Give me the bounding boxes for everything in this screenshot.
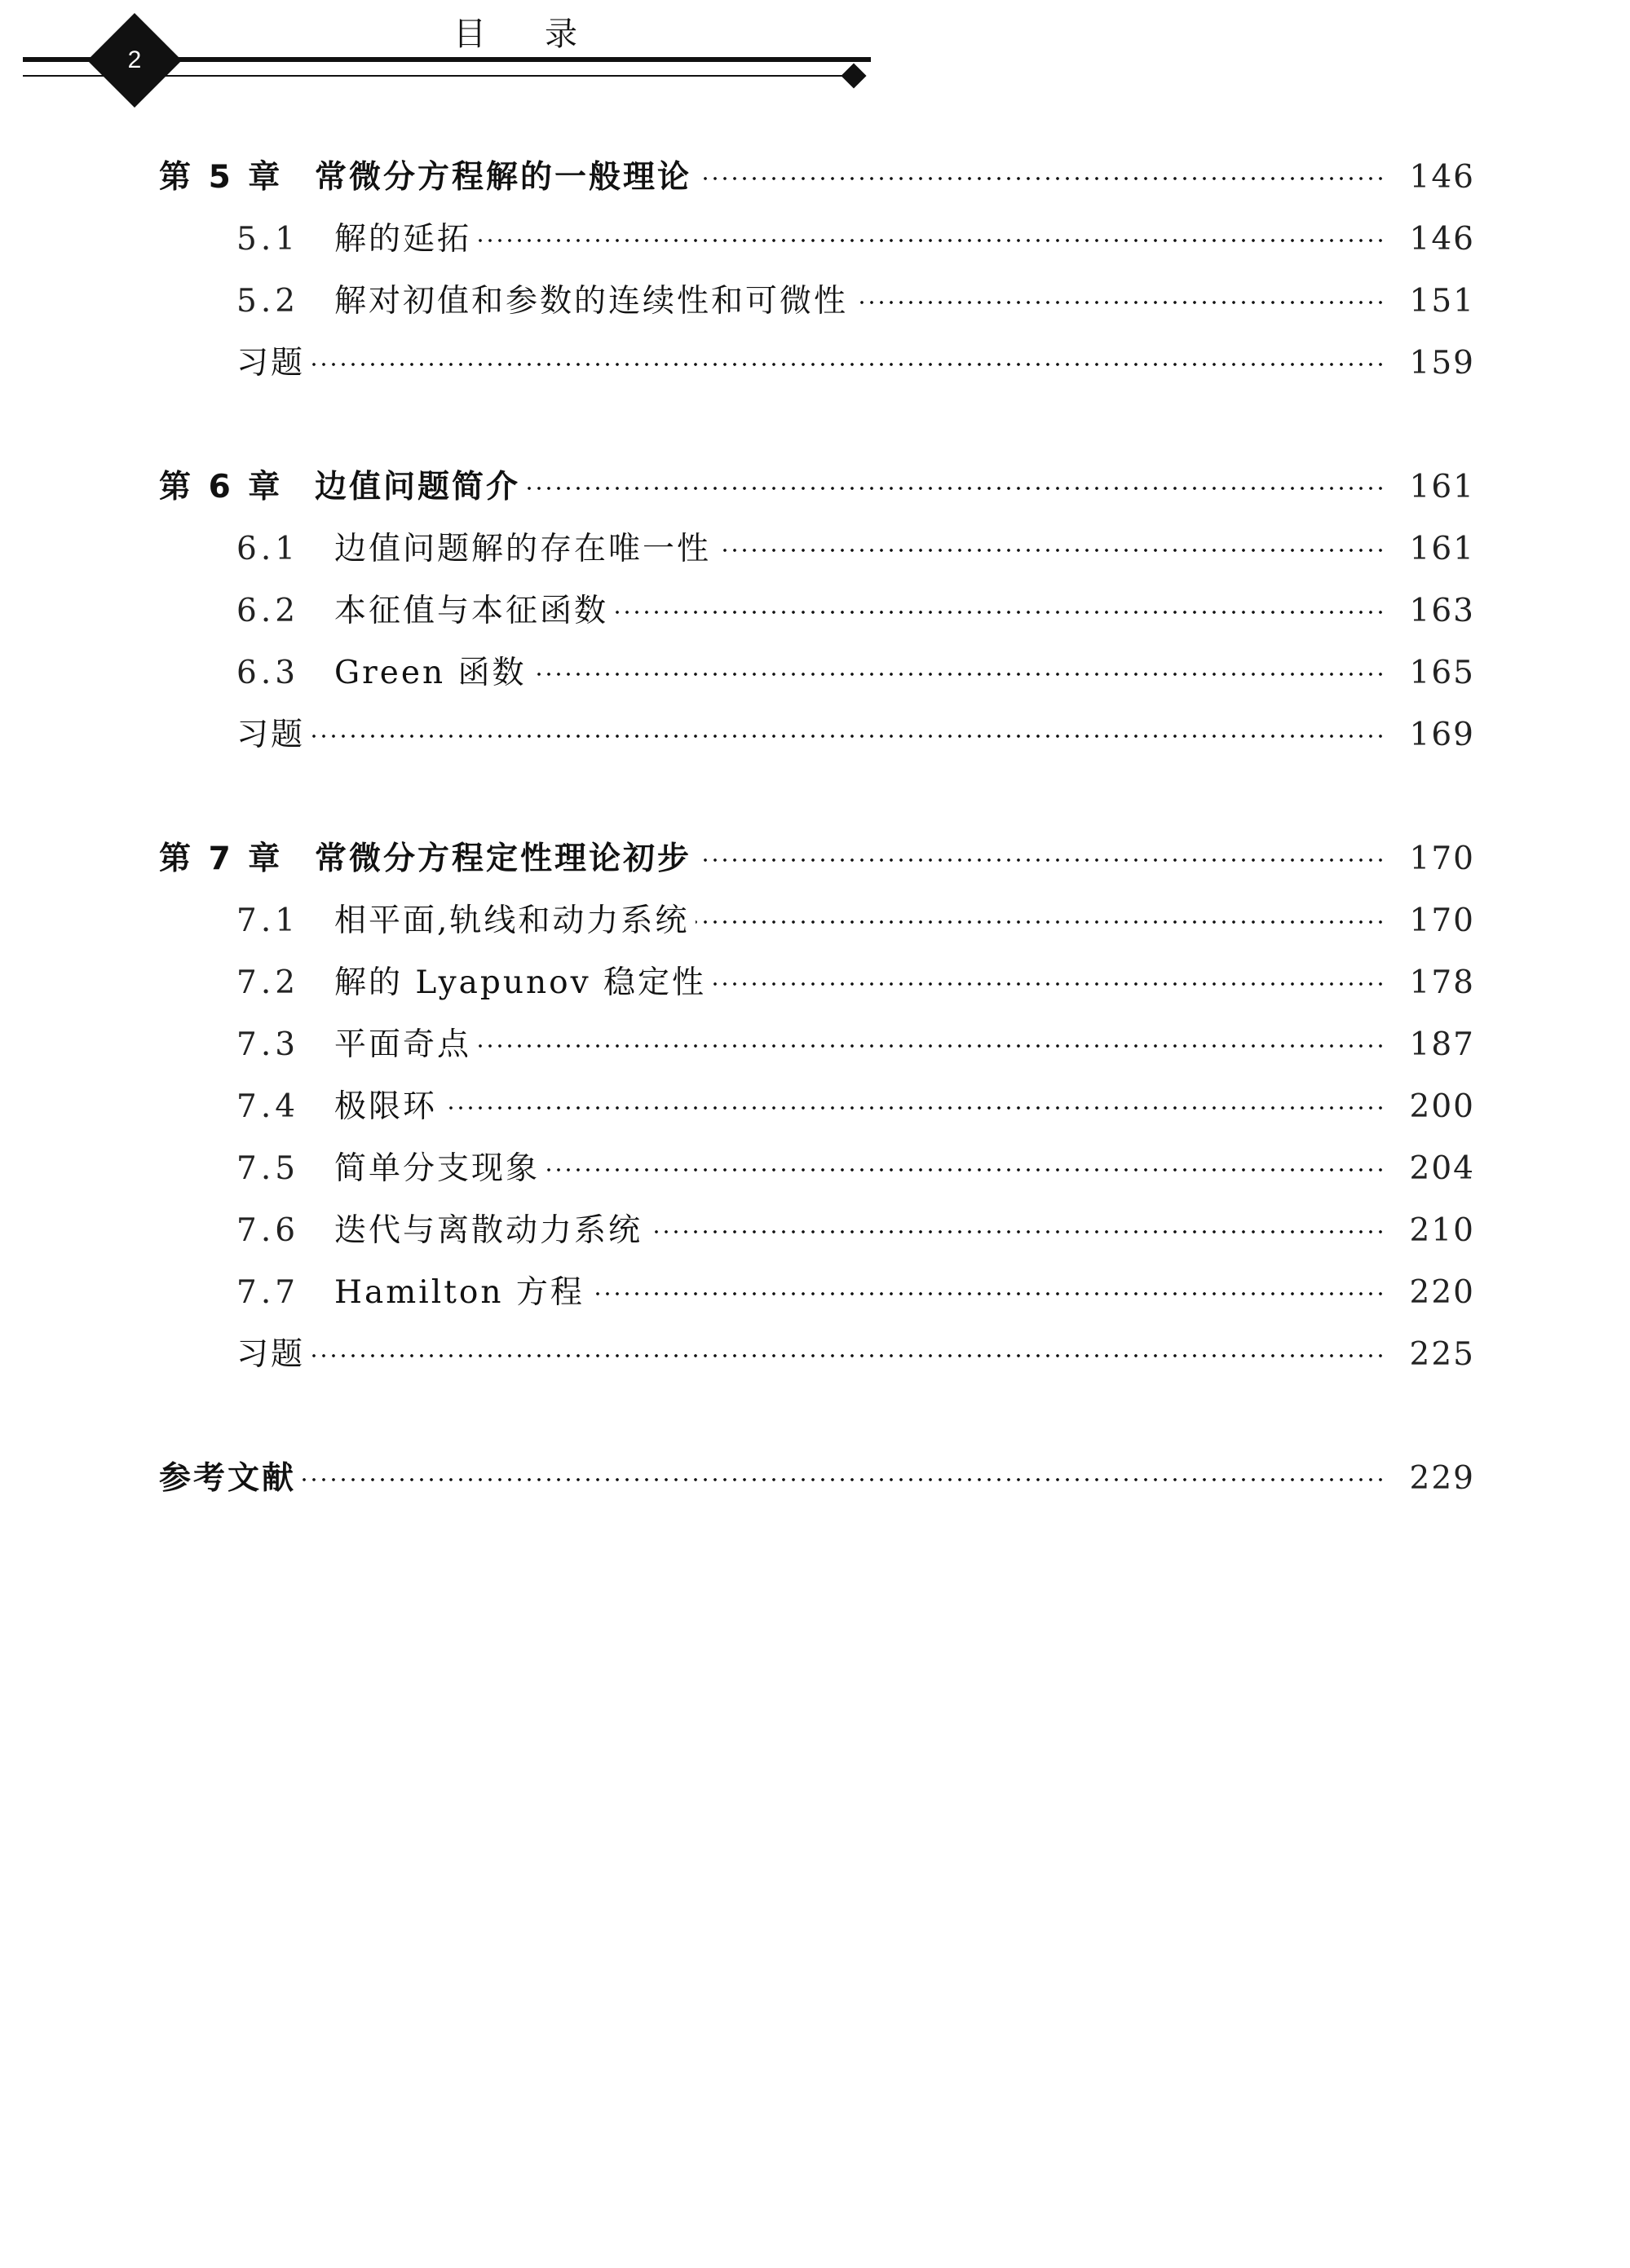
section-number: 7.3: [236, 1026, 300, 1063]
exercises-title: 习题: [236, 345, 306, 382]
section-title: Hamilton 方程: [334, 1274, 585, 1311]
section-entry[interactable]: [0, 1200, 1630, 1262]
chapter-number: 第 7 章: [159, 841, 284, 877]
page-ref: 225: [1409, 1336, 1475, 1373]
section-entry[interactable]: [0, 1014, 1630, 1076]
section-title: 解的延拓: [334, 221, 472, 258]
section-entry[interactable]: [0, 890, 1630, 952]
section-entry[interactable]: [0, 518, 1630, 580]
dot-leader: [855, 300, 1385, 305]
dot-leader: [649, 1229, 1385, 1234]
dot-leader: [311, 362, 1385, 367]
page-ref: 170: [1409, 902, 1475, 939]
section-entry[interactable]: [0, 1262, 1630, 1324]
exercises-title: 习题: [236, 1336, 306, 1373]
dot-leader: [532, 672, 1385, 677]
section-number: 6.2: [236, 593, 300, 629]
dot-leader: [311, 734, 1385, 739]
section-number: 7.7: [236, 1274, 300, 1311]
dot-leader: [311, 1353, 1385, 1358]
section-title: 解的 Lyapunov 稳定性: [334, 964, 707, 1001]
section-entry[interactable]: [0, 209, 1630, 271]
page-number: 2: [127, 46, 142, 73]
section-title: Green 函数: [334, 655, 527, 691]
page-ref: 146: [1409, 159, 1475, 196]
section-title: 相平面,轨线和动力系统: [334, 902, 690, 939]
chapter-heading[interactable]: [0, 457, 1630, 518]
section-title: 解对初值和参数的连续性和可微性: [334, 283, 849, 320]
section-title: 边值问题解的存在唯一性: [334, 531, 712, 567]
section-title: 本征值与本征函数: [334, 593, 609, 629]
running-header: [0, 0, 897, 106]
page-ref: 151: [1409, 283, 1475, 320]
dot-leader: [478, 1044, 1385, 1048]
section-number: 7.4: [236, 1088, 300, 1125]
chapter-title: 常微分方程解的一般理论: [315, 159, 692, 196]
exercises-entry[interactable]: [0, 1324, 1630, 1386]
page-ref: 165: [1409, 655, 1475, 691]
references-entry[interactable]: [0, 1448, 1630, 1510]
page-ref: 159: [1409, 345, 1475, 382]
page-ref: 163: [1409, 593, 1475, 629]
page-ref: 169: [1409, 717, 1475, 753]
section-entry[interactable]: [0, 952, 1630, 1014]
table-of-contents: [0, 147, 1630, 1572]
dot-leader: [718, 548, 1385, 553]
dot-leader: [591, 1291, 1385, 1296]
page-ref: 229: [1409, 1460, 1475, 1497]
section-title: 平面奇点: [334, 1026, 472, 1063]
section-entry[interactable]: [0, 642, 1630, 704]
dot-leader: [527, 486, 1385, 491]
page-ref: 200: [1409, 1088, 1475, 1125]
page-ref: 178: [1409, 964, 1475, 1001]
page-ref: 161: [1409, 469, 1475, 505]
dot-leader: [546, 1167, 1385, 1172]
dot-leader: [713, 982, 1385, 986]
page-ref: 210: [1409, 1212, 1475, 1249]
section-number: 5.1: [236, 221, 300, 258]
dot-leader: [303, 1477, 1385, 1482]
section-title: 迭代与离散动力系统: [334, 1212, 643, 1249]
section-number: 5.2: [236, 283, 300, 320]
exercises-entry[interactable]: [0, 333, 1630, 395]
section-number: 6.3: [236, 655, 300, 691]
references-title: 参考文献: [159, 1460, 297, 1497]
chapter-title: 常微分方程定性理论初步: [315, 841, 692, 877]
exercises-entry[interactable]: [0, 704, 1630, 766]
toc-references: [0, 1448, 1630, 1510]
chapter-heading[interactable]: [0, 828, 1630, 890]
section-title: 简单分支现象: [334, 1150, 541, 1187]
toc-chapter-7: [0, 828, 1630, 1386]
page-ref: 146: [1409, 221, 1475, 258]
chapter-number: 第 5 章: [159, 159, 284, 196]
chapter-heading[interactable]: [0, 147, 1630, 209]
dot-leader: [698, 176, 1385, 181]
dot-leader: [615, 610, 1385, 615]
dot-leader: [696, 920, 1385, 924]
dot-leader: [444, 1105, 1385, 1110]
section-entry[interactable]: [0, 271, 1630, 333]
section-number: 7.6: [236, 1212, 300, 1249]
page-ref: 187: [1409, 1026, 1475, 1063]
section-title: 极限环: [334, 1088, 438, 1125]
toc-chapter-6: [0, 457, 1630, 766]
section-entry[interactable]: [0, 1138, 1630, 1200]
dot-leader: [698, 858, 1385, 863]
section-number: 7.2: [236, 964, 300, 1001]
page-ref: 204: [1409, 1150, 1475, 1187]
section-number: 7.5: [236, 1150, 300, 1187]
page-ref: 161: [1409, 531, 1475, 567]
chapter-number: 第 6 章: [159, 469, 284, 505]
page-ref: 170: [1409, 841, 1475, 877]
section-number: 7.1: [236, 902, 300, 939]
page-ref: 220: [1409, 1274, 1475, 1311]
section-entry[interactable]: [0, 1076, 1630, 1138]
exercises-title: 习题: [236, 717, 306, 753]
chapter-title: 边值问题简介: [315, 469, 521, 505]
toc-chapter-5: [0, 147, 1630, 395]
section-entry[interactable]: [0, 580, 1630, 642]
running-title: 目录: [453, 15, 636, 53]
dot-leader: [478, 238, 1385, 243]
header-end-diamond: [841, 63, 866, 88]
section-number: 6.1: [236, 531, 300, 567]
